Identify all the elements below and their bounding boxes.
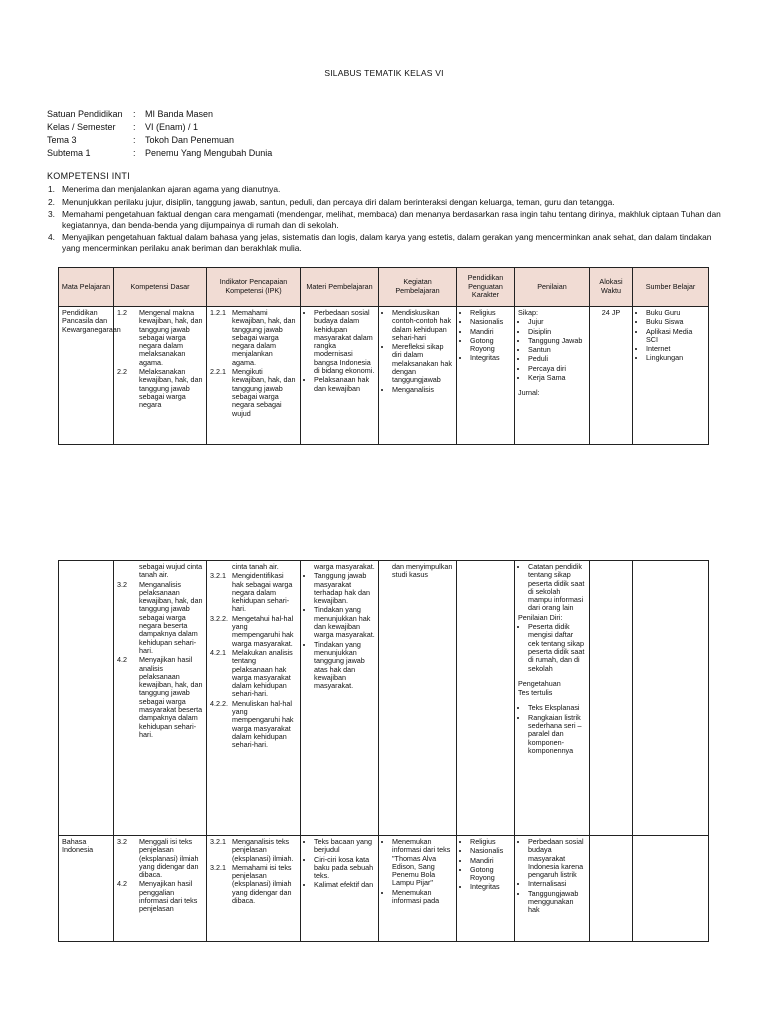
- kd-continued: sebagai wujud cinta tanah air.: [139, 562, 203, 580]
- cell-kegiatan: [379, 561, 457, 836]
- ki-heading: KOMPETENSI INTI: [47, 171, 131, 181]
- identity-label: Tema 3: [47, 135, 77, 145]
- list-item: • Nasionalis: [470, 847, 511, 855]
- cell-mapel: Pendidikan Pancasila dan Kewarganegaraan: [59, 307, 114, 445]
- cell-mapel: Bahasa Indonesia: [59, 836, 114, 942]
- list-item: • Internet: [646, 345, 705, 353]
- identity-sep: :: [133, 148, 136, 158]
- ipk-continued: cinta tanah air.: [232, 562, 279, 571]
- list-item: • Integritas: [470, 354, 511, 362]
- cell-kegiatan: [379, 836, 457, 942]
- kd-item: [117, 368, 203, 409]
- cell-sumber: [633, 561, 709, 836]
- identity-block: [47, 108, 272, 160]
- list-item: • Buku Guru: [646, 309, 705, 317]
- list-item: • Gotong Royong: [470, 337, 511, 354]
- identity-row: [47, 147, 272, 160]
- kd-item: [117, 838, 203, 879]
- kd-text: Menganalisis pelaksanaan kewajiban, hak, dan tanggung jawab sebagai warga negara beserta dampaknya dalam kehidupan sehari-hari.: [139, 579, 203, 655]
- ipk-item: [210, 572, 297, 613]
- list-item: • Teks bacaan yang berjudul: [314, 838, 375, 855]
- ipk-text: Memahami kewajiban, hak, dan tanggung jawab sebagai warga negara dalam menjalankan agama.: [232, 308, 296, 367]
- identity-value: MI Banda Masen: [145, 109, 214, 119]
- kd-text: Menyajikan hasil penggalian informasi dari teks penjelasan: [139, 879, 198, 914]
- ki-list: [47, 184, 723, 255]
- ipk-item: [210, 368, 297, 418]
- ki-text: Memahami pengetahuan faktual dengan cara mengamati (mendengar, melihat, membaca) dan menanya berdasarkan rasa ingin tahu tentang dirinya, makhluk ciptaan Tuhan dan kegiatannya, dan benda-benda yang dijumpainya di rumah dan di sekolah.: [62, 209, 721, 230]
- list-item: • Menemukan informasi pada: [392, 889, 453, 906]
- identity-sep: :: [133, 109, 136, 119]
- header-mata-pelajaran: Mata Pelajaran: [59, 268, 114, 307]
- list-item: • Perbedaan sosial budaya dalam kehidupan masyarakat dalam rangka modernisasi bangsa Indonesia di bidang ekonomi.: [314, 309, 375, 375]
- cell-ipk: [207, 836, 301, 942]
- ipk-item: [210, 615, 297, 648]
- ki-item: [47, 184, 723, 195]
- cell-karakter: [457, 836, 515, 942]
- kd-number: 1.2: [117, 308, 127, 317]
- list-item: • Tanggung Jawab: [528, 337, 586, 345]
- list-item: • Tindakan yang menunjukkan tanggung jawab atas hak dan kewajiban masyarakat.: [314, 641, 375, 691]
- identity-row: [47, 108, 272, 121]
- list-item: • Santun: [528, 346, 586, 354]
- cell-alokasi: [590, 561, 633, 836]
- table-header-row: [59, 268, 709, 307]
- identity-label: Satuan Pendidikan: [47, 109, 123, 119]
- cell-mapel: [59, 561, 114, 836]
- kd-item: [117, 309, 203, 367]
- cell-penilaian: [515, 836, 590, 942]
- list-item: • Integritas: [470, 883, 511, 891]
- list-item: • Tanggung jawab masyarakat terhadap hak dan kewajiban.: [314, 572, 375, 605]
- header-kompetensi-dasar: Kompetensi Dasar: [114, 268, 207, 307]
- list-item: • Aplikasi Media SCI: [646, 328, 705, 345]
- header-materi: Materi Pembelajaran: [301, 268, 379, 307]
- list-item: • Kalimat efektif dan: [314, 881, 375, 889]
- ipk-text: Mengikuti kewajiban, hak, dan tanggung jawab sebagai warga negara sebagai wujud: [232, 367, 296, 418]
- cell-penilaian: [515, 561, 590, 836]
- list-item: • Rangkaian listrik sederhana seri – paralel dan komponen-komponennya: [528, 714, 586, 755]
- penilaian-text: Penilaian Diri:: [518, 612, 563, 622]
- list-item: • Nasionalis: [470, 318, 511, 326]
- ipk-number: 1.2.1: [210, 308, 226, 317]
- list-item: • Ciri-ciri kosa kata baku pada sebuah teks.: [314, 856, 375, 881]
- ipk-text: Menuliskan hal-hal yang mempengaruhi hak warga masyarakat dalam kehidupan sehari-hari.: [232, 698, 294, 750]
- header-karakter: Pendidikan Penguatan Karakter: [457, 268, 515, 307]
- cell-kegiatan: [379, 307, 457, 445]
- kd-number: 4.2: [117, 879, 127, 889]
- list-item: • Internalisasi: [528, 880, 586, 888]
- cell-ipk: [207, 561, 301, 836]
- ki-number: 3.: [48, 209, 55, 219]
- ipk-number: 3.2.1: [210, 862, 226, 872]
- cell-kd: [114, 307, 207, 445]
- header-alokasi: Alokasi Waktu: [590, 268, 633, 307]
- ipk-number: 2.2.1: [210, 367, 226, 377]
- ipk-number: 4.2.2.: [210, 698, 228, 708]
- syllabus-table-top: [58, 267, 709, 445]
- ki-text: Menunjukkan perilaku jujur, disiplin, tanggung jawab, santun, peduli, dan percaya diri dalam berinteraksi dengan keluarga, teman, guru dan tetangga.: [62, 196, 615, 207]
- ipk-item: [210, 309, 297, 367]
- list-item: • Kerja Sama: [528, 374, 586, 382]
- list-item: • Tindakan yang menunjukkan hak dan kewajiban warga masyarakat.: [314, 606, 375, 639]
- kd-number: 4.2: [117, 655, 127, 665]
- list-item: • Peserta didik mengisi daftar cek tentang sikap peserta didik saat di rumah, dan di sekolah: [528, 623, 586, 673]
- syllabus-table-continued: [58, 560, 709, 942]
- ipk-number: 4.2.1: [210, 647, 226, 657]
- ki-number: 4.: [48, 232, 55, 242]
- list-item: • Buku Siswa: [646, 318, 705, 326]
- ipk-text: Menganalisis teks penjelasan (eksplanasi) ilmiah.: [232, 837, 294, 863]
- list-item: • Mendiskusikan contoh-contoh hak dalam kehidupan sehari-hari: [392, 309, 453, 342]
- ki-text: Menerima dan menjalankan ajaran agama yang dianutnya.: [62, 184, 281, 194]
- kd-item: [117, 880, 203, 913]
- kd-item: [117, 656, 203, 739]
- ki-text: Menyajikan pengetahuan faktual dalam bahasa yang jelas, sistematis dan logis, dalam karya yang estetis, dalam gerakan yang mencerminkan anak sehat, dan dalam tindakan yang mencerminkan perilaku anak beriman dan berakhlak mulia.: [62, 232, 712, 253]
- cell-kd: [114, 561, 207, 836]
- identity-value: VI (Enam) / 1: [145, 122, 199, 132]
- ipk-text: Melakukan analisis tentang pelaksanaan hak warga masyarakat dalam kehidupan sehari-hari.: [232, 647, 293, 699]
- table-row: [59, 836, 709, 942]
- kd-text: Mengenal makna kewajiban, hak, dan tanggung jawab sebagai warga negara dalam melaksanakan agama.: [139, 308, 203, 367]
- list-item: • Perbedaan sosial budaya masyarakat Indonesia karena pengaruh listrik: [528, 838, 586, 879]
- table-row: [59, 307, 709, 445]
- header-penilaian: Penilaian: [515, 268, 590, 307]
- kd-number: 3.2: [117, 579, 127, 589]
- list-item: • Gotong Royong: [470, 866, 511, 883]
- ipk-number: 3.2.1: [210, 837, 226, 846]
- list-item: • Teks Eksplanasi: [528, 704, 586, 712]
- identity-row: [47, 134, 272, 147]
- header-sumber: Sumber Belajar: [633, 268, 709, 307]
- list-item: • Peduli: [528, 355, 586, 363]
- kd-text: Menyajikan hasil analisis pelaksanaan kewajiban, hak, dan tanggung jawab sebagai warga masyarakat beserta dampaknya dalam kehidupan sehari-hari.: [139, 655, 203, 739]
- list-item: • Lingkungan: [646, 354, 705, 362]
- list-item: • Menemukan informasi dari teks "Thomas Alva Edison, Sang Penemu Bola Lampu Pijar": [392, 838, 453, 888]
- penilaian-title: Sikap:: [518, 308, 538, 317]
- identity-value: Penemu Yang Mengubah Dunia: [145, 148, 273, 158]
- penilaian-text: Tes tertulis: [518, 688, 553, 698]
- list-item: • Merefleksi sikap diri dalam melaksanakan hak dengan tanggungjawab: [392, 343, 453, 384]
- materi-continued: warga masyarakat.: [314, 562, 375, 571]
- cell-penilaian: [515, 307, 590, 445]
- ipk-text: Memahami isi teks penjelasan (eksplanasi) ilmiah yang didengar dan dibaca.: [232, 862, 292, 906]
- ki-number: 2.: [48, 196, 55, 207]
- penilaian-jurnal: Jurnal:: [518, 388, 540, 398]
- identity-label: Kelas / Semester: [47, 122, 116, 132]
- cell-alokasi: 24 JP: [590, 307, 633, 445]
- kd-number: 3.2: [117, 837, 127, 846]
- ipk-text: Mengetahui hal-hal yang mempengaruhi hak warga masyarakat.: [232, 613, 294, 648]
- list-item: • Percaya diri: [528, 365, 586, 373]
- cell-materi: [301, 836, 379, 942]
- ipk-number: 3.2.1: [210, 571, 226, 581]
- ipk-item: [210, 838, 297, 863]
- ki-item: [47, 232, 723, 253]
- ki-number: 1.: [48, 184, 55, 194]
- document-title: SILABUS TEMATIK KELAS VI: [324, 68, 444, 78]
- cell-materi: [301, 307, 379, 445]
- list-item: • Mandiri: [470, 328, 511, 336]
- ipk-item: [210, 864, 297, 905]
- list-item: • Tanggungjawab menggunakan hak: [528, 890, 586, 915]
- identity-row: [47, 121, 272, 134]
- header-ipk: Indikator Pencapaian Kompetensi (IPK): [207, 268, 301, 307]
- list-item: • Menganalisis: [392, 386, 453, 394]
- cell-materi: [301, 561, 379, 836]
- kd-text: Menggali isi teks penjelasan (eksplanasi) ilmiah yang didengar dan dibaca.: [139, 837, 199, 880]
- identity-sep: :: [133, 122, 136, 132]
- cell-karakter: [457, 561, 515, 836]
- table-row: [59, 561, 709, 836]
- header-kegiatan: Kegiatan Pembelajaran: [379, 268, 457, 307]
- ipk-number: 3.2.2.: [210, 613, 228, 623]
- ipk-item: [210, 700, 297, 750]
- ipk-item: [210, 649, 297, 699]
- cell-alokasi: [590, 836, 633, 942]
- list-item: • Catatan pendidik tentang sikap peserta didik saat di sekolah mampu informasi dari orang lain: [528, 563, 586, 613]
- identity-sep: :: [133, 135, 136, 145]
- cell-ipk: [207, 307, 301, 445]
- kd-item: [117, 581, 203, 656]
- ki-item: [47, 197, 723, 208]
- list-item: • Pelaksanaan hak dan kewajiban: [314, 376, 375, 393]
- list-item: • Disiplin: [528, 328, 586, 336]
- cell-sumber: [633, 307, 709, 445]
- penilaian-text: Pengetahuan: [518, 678, 561, 688]
- cell-kd: [114, 836, 207, 942]
- cell-sumber: [633, 836, 709, 942]
- kd-text: Melaksanakan kewajiban, hak, dan tanggung jawab sebagai warga negara: [139, 367, 203, 410]
- ipk-text: Mengidentifikasi hak sebagai warga negara dalam kehidupan sehari-hari.: [232, 571, 293, 614]
- list-item: • Religius: [470, 838, 511, 846]
- ki-item: [47, 209, 723, 230]
- identity-value: Tokoh Dan Penemuan: [145, 135, 235, 145]
- list-item: • Mandiri: [470, 857, 511, 865]
- kd-number: 2.2: [117, 367, 127, 377]
- cell-karakter: [457, 307, 515, 445]
- kegiatan-continued: dan menyimpulkan studi kasus: [392, 562, 453, 580]
- list-item: • Jujur: [528, 318, 586, 326]
- identity-label: Subtema 1: [47, 148, 91, 158]
- list-item: • Religius: [470, 309, 511, 317]
